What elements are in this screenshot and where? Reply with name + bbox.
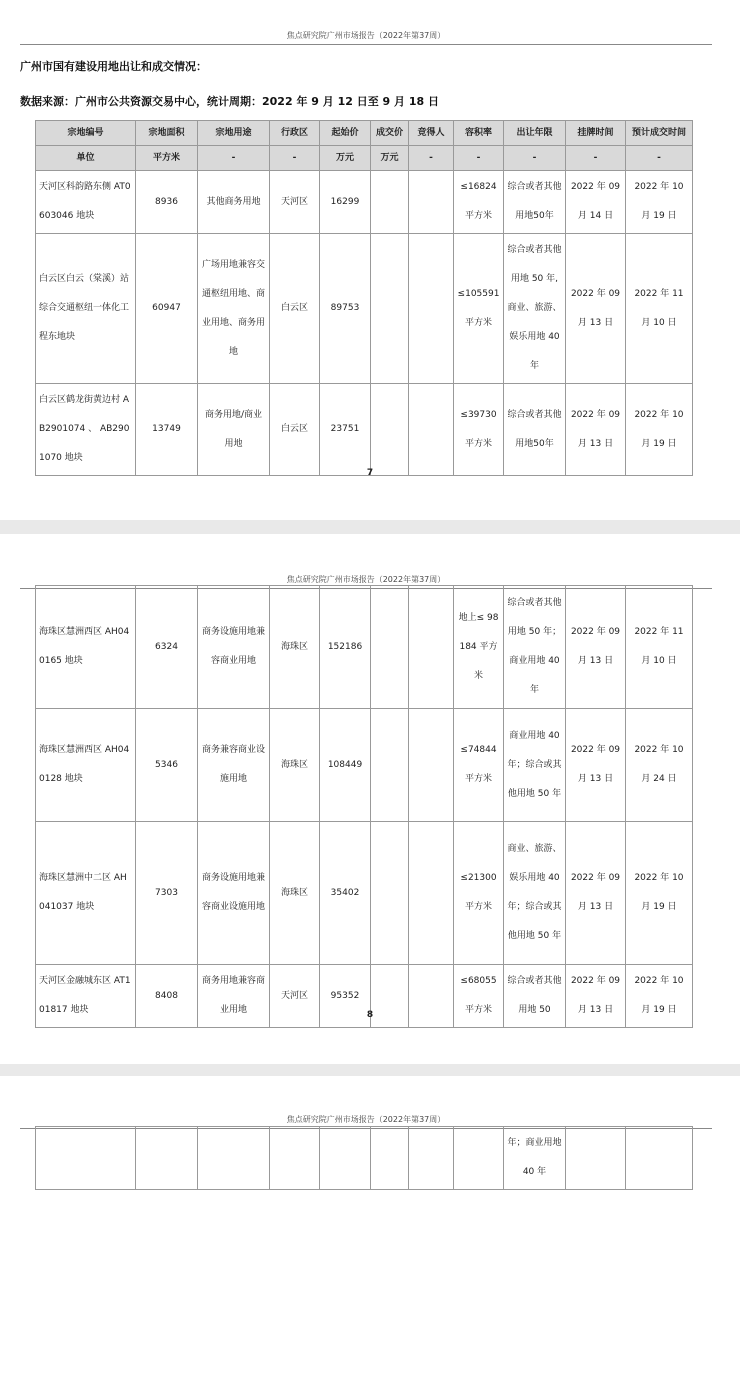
cell-far: ≤68055 平方米 xyxy=(454,965,504,1028)
cell-winner xyxy=(409,822,454,965)
cell-list: 2022 年 09 月 13 日 xyxy=(566,822,626,965)
cell-far: ≤105591 平方米 xyxy=(454,234,504,384)
cell-name: 海珠区慧洲中二区 AH041037 地块 xyxy=(36,822,136,965)
unit-cell: 单位 xyxy=(36,146,136,171)
cell-use: 其他商务用地 xyxy=(198,171,270,234)
cell-name: 白云区鹤龙街黄边村 AB2901074 、 AB2901070 地块 xyxy=(36,384,136,476)
table-row xyxy=(36,1127,693,1190)
cell-far: ≤74844 平方米 xyxy=(454,709,504,822)
cell-name: 天河区科韵路东侧 AT0603046 地块 xyxy=(36,171,136,234)
unit-cell: - xyxy=(626,146,693,171)
column-header: 成交价 xyxy=(371,121,409,146)
cell-far: ≤21300 平方米 xyxy=(454,822,504,965)
cell-use: 商务用地/商业用地 xyxy=(198,384,270,476)
cell-expect: 2022 年 10 月 19 日 xyxy=(626,171,693,234)
cell-price: 16299 xyxy=(320,171,371,234)
unit-cell: 平方米 xyxy=(136,146,198,171)
table-row xyxy=(36,586,693,709)
cell-name: 天河区金融城东区 AT101817 地块 xyxy=(36,965,136,1028)
cell-term: 综合或者其他用地 50 年；商业用地 40 年 xyxy=(504,586,566,709)
column-header: 宗地面积 xyxy=(136,121,198,146)
cell-far: ≤16824 平方米 xyxy=(454,171,504,234)
cell-area: 7303 xyxy=(136,822,198,965)
cell-expect: 2022 年 11 月 10 日 xyxy=(626,586,693,709)
cell-area: 5346 xyxy=(136,709,198,822)
cell-term: 综合或者其他用地50年 xyxy=(504,171,566,234)
page-header: 焦点研究院广州市场报告（2022年第37周） xyxy=(20,574,712,589)
cell-term: 商业、旅游、娱乐用地 40 年；综合或其他用地 50 年 xyxy=(504,822,566,965)
cell-winner xyxy=(409,234,454,384)
column-header: 宗地编号 xyxy=(36,121,136,146)
cell-district: 天河区 xyxy=(270,965,320,1028)
page-number: 7 xyxy=(366,468,374,478)
cell-price: 152186 xyxy=(320,586,371,709)
cell-district: 天河区 xyxy=(270,171,320,234)
cell-deal xyxy=(371,384,409,476)
cell-list: 2022 年 09 月 13 日 xyxy=(566,965,626,1028)
page-7 xyxy=(0,0,740,520)
cell-deal xyxy=(371,171,409,234)
header-row xyxy=(36,121,693,146)
cell-winner xyxy=(409,586,454,709)
cell-use: 商务设施用地兼容商业设施用地 xyxy=(198,822,270,965)
table-row xyxy=(36,709,693,822)
cell-far: 地上≤ 98184 平方米 xyxy=(454,586,504,709)
cell-expect: 2022 年 10 月 24 日 xyxy=(626,709,693,822)
page-header: 焦点研究院广州市场报告（2022年第37周） xyxy=(20,1114,712,1129)
cell-expect: 2022 年 11 月 10 日 xyxy=(626,234,693,384)
column-header: 起始价 xyxy=(320,121,371,146)
page-8 xyxy=(0,534,740,1064)
land-table-part1 xyxy=(35,120,693,476)
cell-deal xyxy=(371,709,409,822)
cell-deal xyxy=(371,822,409,965)
cell-use: 商务用地兼容商业用地 xyxy=(198,965,270,1028)
unit-cell: - xyxy=(566,146,626,171)
cell-expect: 2022 年 10 月 19 日 xyxy=(626,384,693,476)
land-table-part2 xyxy=(35,585,693,1028)
table-row xyxy=(36,234,693,384)
page-9 xyxy=(0,1076,740,1374)
cell-name: 海珠区慧洲西区 AH040165 地块 xyxy=(36,586,136,709)
cell-winner xyxy=(409,709,454,822)
cell-price: 108449 xyxy=(320,709,371,822)
data-source: 数据来源：广州市公共资源交易中心，统计周期：2022 年 9 月 12 日至 9 月 18 日 xyxy=(20,95,440,108)
cell-district: 海珠区 xyxy=(270,709,320,822)
cell-list: 2022 年 09 月 13 日 xyxy=(566,234,626,384)
column-header: 竞得人 xyxy=(409,121,454,146)
cell-far: ≤39730 平方米 xyxy=(454,384,504,476)
unit-row xyxy=(36,146,693,171)
cell-use: 商务设施用地兼容商业用地 xyxy=(198,586,270,709)
unit-cell: - xyxy=(198,146,270,171)
cell-price: 23751 xyxy=(320,384,371,476)
cell-area: 8936 xyxy=(136,171,198,234)
cell-name: 白云区白云（棠溪）站综合交通枢纽一体化工程东地块 xyxy=(36,234,136,384)
column-header: 预计成交时间 xyxy=(626,121,693,146)
cell-term: 综合或者其他用地 50 年,商业、旅游、娱乐用地 40 年 xyxy=(504,234,566,384)
table-row xyxy=(36,384,693,476)
cell-list: 2022 年 09 月 13 日 xyxy=(566,586,626,709)
cell-expect: 2022 年 10 月 19 日 xyxy=(626,822,693,965)
table-row xyxy=(36,171,693,234)
section-title: 广州市国有建设用地出让和成交情况： xyxy=(20,60,207,73)
cell-area: 6324 xyxy=(136,586,198,709)
unit-cell: - xyxy=(270,146,320,171)
cell-use: 广场用地兼容交通枢纽用地、商业用地、商务用地 xyxy=(198,234,270,384)
cell-deal xyxy=(371,234,409,384)
unit-cell: - xyxy=(504,146,566,171)
cell-term: 综合或者其他用地 50 xyxy=(504,965,566,1028)
cell-area: 8408 xyxy=(136,965,198,1028)
term-cell: 年；商业用地 40 年 xyxy=(504,1127,566,1190)
cell-price: 89753 xyxy=(320,234,371,384)
cell-winner xyxy=(409,384,454,476)
unit-cell: 万元 xyxy=(371,146,409,171)
cell-list: 2022 年 09 月 14 日 xyxy=(566,171,626,234)
cell-price: 35402 xyxy=(320,822,371,965)
cell-term: 商业用地 40 年；综合或其他用地 50 年 xyxy=(504,709,566,822)
cell-list: 2022 年 09 月 13 日 xyxy=(566,384,626,476)
cell-district: 海珠区 xyxy=(270,822,320,965)
cell-term: 综合或者其他用地50年 xyxy=(504,384,566,476)
cell-deal xyxy=(371,586,409,709)
cell-list: 2022 年 09 月 13 日 xyxy=(566,709,626,822)
column-header: 出让年限 xyxy=(504,121,566,146)
cell-district: 白云区 xyxy=(270,234,320,384)
land-table-part3 xyxy=(35,1126,693,1190)
cell-district: 白云区 xyxy=(270,384,320,476)
cell-name: 海珠区慧洲西区 AH040128 地块 xyxy=(36,709,136,822)
cell-area: 13749 xyxy=(136,384,198,476)
page-number: 8 xyxy=(366,1010,374,1020)
column-header: 容积率 xyxy=(454,121,504,146)
page-header: 焦点研究院广州市场报告（2022年第37周） xyxy=(20,30,712,45)
cell-winner xyxy=(409,171,454,234)
column-header: 挂牌时间 xyxy=(566,121,626,146)
cell-district: 海珠区 xyxy=(270,586,320,709)
table-row xyxy=(36,822,693,965)
column-header: 行政区 xyxy=(270,121,320,146)
cell-expect: 2022 年 10 月 19 日 xyxy=(626,965,693,1028)
cell-use: 商务兼容商业设施用地 xyxy=(198,709,270,822)
unit-cell: - xyxy=(454,146,504,171)
cell-area: 60947 xyxy=(136,234,198,384)
unit-cell: 万元 xyxy=(320,146,371,171)
column-header: 宗地用途 xyxy=(198,121,270,146)
unit-cell: - xyxy=(409,146,454,171)
cell-price: 95352 xyxy=(320,965,371,1028)
